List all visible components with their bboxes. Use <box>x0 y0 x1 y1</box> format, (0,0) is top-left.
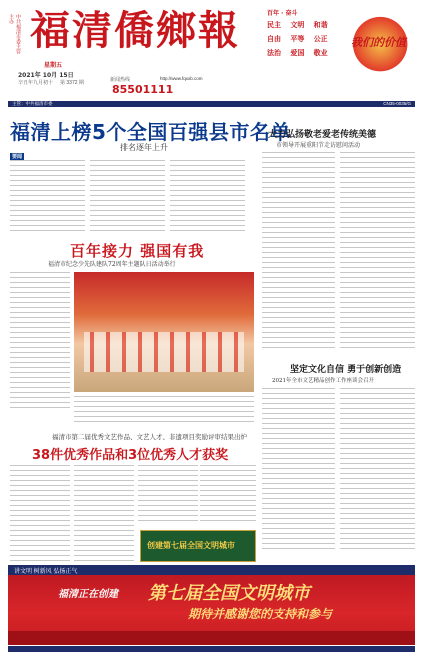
value-item: 平等 <box>290 35 305 43</box>
story2-photo <box>74 272 254 392</box>
lead-section-label: 要闻 <box>12 154 23 160</box>
footer-sub: 期待并感谢您的支持和参与 <box>188 607 333 621</box>
value-item: 民主 <box>267 21 281 29</box>
website-link[interactable]: http://www.fqxxb.com <box>160 76 203 81</box>
core-values-banner <box>263 6 413 80</box>
lead-body-col1 <box>10 160 85 232</box>
phone-number: 85501111 <box>112 83 174 96</box>
lead-subhead: 排名逐年上升 <box>120 143 168 152</box>
strip-left: 主管：中共福清市委 <box>12 101 53 106</box>
right-body-col3 <box>262 388 335 550</box>
footer-top-strip <box>8 565 415 575</box>
story3-body2 <box>74 465 134 565</box>
value-item: 和谐 <box>313 21 328 29</box>
story2-caption-body <box>74 396 254 426</box>
photo-performers <box>84 332 244 372</box>
strip-right: CN35-0035/G <box>383 101 411 106</box>
header-strip <box>8 101 415 107</box>
issue-number: 第 3372 期 <box>60 80 84 86</box>
values-grid <box>267 20 337 58</box>
value-item: 自由 <box>267 35 281 43</box>
value-item: 文明 <box>290 21 305 29</box>
story2-subhead: 福清市纪念少先队建队72周年主题队日活动举行 <box>48 261 176 268</box>
story3-body4 <box>200 465 256 525</box>
banner-line1: 百年 · 奋斗 <box>267 10 298 17</box>
value-item: 公正 <box>313 35 328 43</box>
issue-date: 2021年 10月 15日 <box>18 72 74 79</box>
right-story2-headline: 坚定文化自信 勇于创新创造 <box>290 365 402 375</box>
org-label: 中共福清市委主管主办 <box>8 14 21 54</box>
banner-tagline: 我们的价值 <box>351 36 406 49</box>
masthead-title: 福清僑鄉報 <box>30 7 240 54</box>
right-body-col2 <box>340 152 415 352</box>
right-story1-headline: 大力弘扬敬老爱老传统美德 <box>268 130 377 140</box>
civic-badge-text: 创建第七届全国文明城市 <box>147 541 235 550</box>
story3-body3 <box>138 465 198 525</box>
footer-main: 第七届全国文明城市 <box>148 583 310 604</box>
value-item: 爱国 <box>290 49 305 57</box>
footer-main-prefix: 福清正在创建 <box>58 589 118 600</box>
lunar-date: 辛丑年九月初十 <box>18 80 54 86</box>
right-body-col1 <box>262 152 335 352</box>
right-body-col4 <box>340 388 415 550</box>
civic-badge <box>140 530 256 562</box>
story3-body1 <box>10 465 70 565</box>
lead-body-col3 <box>170 160 245 232</box>
story2-body <box>10 272 70 412</box>
story2-headline: 百年接力 强国有我 <box>70 242 205 260</box>
story3-headline: 38件优秀作品和3位优秀人才获奖 <box>32 448 229 463</box>
value-item: 敬业 <box>313 49 328 57</box>
vertical-label-block <box>8 14 26 54</box>
lead-headline: 福清上榜5个全国百强县市名单 <box>10 120 291 144</box>
right-story1-subhead: 市领导开展重阳节走访慰问活动 <box>276 142 361 149</box>
story3-kicker: 福清市第二届优秀文艺作品、文艺人才、非遗项目奖励评审结果出炉 <box>52 433 247 441</box>
footer-top-text: 讲文明 树新风 弘扬正气 <box>14 569 78 575</box>
weekday: 星期五 <box>44 62 63 69</box>
phone-label: 新闻热线 <box>110 77 131 83</box>
website-block <box>160 76 260 92</box>
footer-bottom-band <box>8 631 415 645</box>
footer-banner <box>8 565 415 645</box>
value-item: 法治 <box>267 49 281 57</box>
right-story2-subhead: 2021年全市文艺精品创作工作座谈会召开 <box>272 378 374 384</box>
lead-body-col2 <box>90 160 165 232</box>
page-footer-strip <box>8 646 415 652</box>
